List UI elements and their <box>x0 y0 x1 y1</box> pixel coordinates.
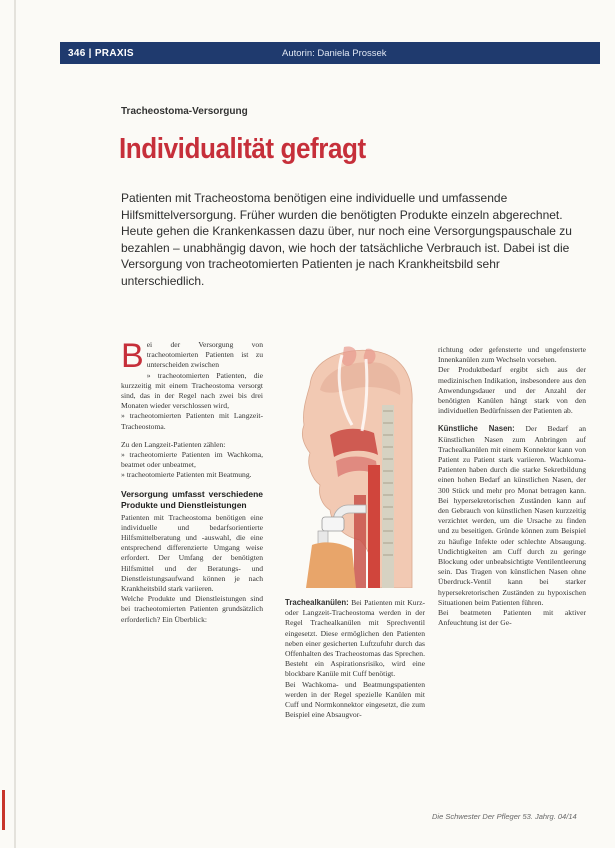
section-label: 346 | PRAXIS <box>68 47 134 59</box>
body-paragraph: Patienten mit Tracheostoma benötigen eine individuelle und bedarfsorientierte Hilfsmittelberatung und -auswahl, die eine entsprechend differenzierte Umgang weise erfordert. Der Umfang der benötigten Hilfsmittel und der Beratungs- und Dienstleistungsaufwand können je nach Krankheitsbild stark variieren. <box>121 512 263 594</box>
bullet-item: » tracheotomierten Patienten, die kurzzeitig mit einem Tracheostoma versorgt sind, das in der Regel nach zwei bis drei Monaten wieder verschlossen wird, <box>121 370 263 411</box>
body-text: Bei Patienten mit Kurz- oder Langzeit-Tracheostoma werden in der Regel Trachealkanülen mit Sprechventil eingesetzt. Diese ermöglichen den Patienten neben einer gesicherten Luftzufuhr durch das Offenhalten des Tracheostomas das Sprechen. Besteht ein Aspirationsrisiko, wird eine blockbare Kanüle mit Cuff benötigt. <box>285 598 425 679</box>
text-column-3 <box>438 345 586 628</box>
body-paragraph: Bei beatmeten Patienten mit aktiver Anfeuchtung ist der Ge- <box>438 608 586 628</box>
author-line: Autorin: Daniela Prossek <box>282 47 387 59</box>
article-title: Individualität gefragt <box>119 133 366 165</box>
body-paragraph: Welche Produkte und Dienstleistungen sind bei tracheotomierten Patienten grundsätzlich erforderlich? Ein Überblick: <box>121 594 263 624</box>
subheading: Versorgung umfasst verschiedene Produkte und Dienstleistungen <box>121 488 263 510</box>
bullet-item: » tracheotomierte Patienten mit Beatmung. <box>121 470 252 480</box>
body-text: Der Bedarf an Künstlichen Nasen zum Anbringen auf Trachealkanülen mit einem Konnektor kann von Patient zu Patient stark variieren. Wachkoma-Patienten haben durch die starke Sekretbildung einen hohen Bedarf an künstlichen Nasen, der 300 Stück und mehr pro Monat betragen kann. Bei hypersekretorischen Zuständen kann auf den Gebrauch von künstlichen Nasen kurzzeitig verzichtet werden, um die Ursache zu finden und zu beseitigen. Gründe können zum Beispiel zu häufige Infekte oder schlechte Absaugung. Undichtigkeiten am Cuff durch zu geringe Blockung oder unbeabsichtigte Ventilentleerung sein. Das Tragen von künstlichen Nasen ohne Überdruck-Ventil kann bei starker hypersekretorischen Zuständen zu hypoxischen Situationen beim Patienten führen. <box>438 424 586 607</box>
page-edge <box>14 0 16 848</box>
bullet-item: » tracheotomierte Patienten im Wachkoma, beatmet oder unbeatmet, <box>121 450 263 470</box>
body-paragraph <box>285 598 425 680</box>
bullet-item: » tracheotomierten Patienten mit Langzeit-Tracheostoma. <box>121 411 263 431</box>
anatomy-illustration <box>282 345 432 588</box>
text-column-1 <box>121 337 263 625</box>
intro-paragraph <box>121 337 263 375</box>
body-paragraph: richtung oder gefensterte und ungefensterte Innenkanülen zum Wechseln vorsehen. <box>438 345 586 365</box>
body-paragraph <box>438 424 586 608</box>
runin-heading: Trachealkanülen: <box>285 598 349 607</box>
dropcap: B <box>121 337 144 375</box>
body-paragraph: Zu den Langzeit-Patienten zählen: <box>121 439 226 449</box>
article-lead: Patienten mit Tracheostoma benötigen eine individuelle und umfassende Hilfsmittelversorgung. Früher wurden die benötigten Produkte einzeln abgerechnet. Heute gehen die Krankenkassen dazu über, nur noch eine Versorgungspauschale zu bezahlen – unabhängig davon, wie hoch der tatsächliche Verbrauch ist. Dabei ist die Versorgung von tracheotomierten Patienten je nach Krankheitsbild sehr unterschiedlich. <box>121 191 572 288</box>
text-column-2 <box>285 598 425 720</box>
article-kicker: Tracheostoma-Versorgung <box>121 106 248 117</box>
page-footer: Die Schwester Der Pfleger 53. Jahrg. 04/14 <box>432 812 577 821</box>
runin-heading: Künstliche Nasen: <box>438 424 515 434</box>
body-paragraph: Bei Wachkoma- und Beatmungspatienten werden in der Regel spezielle Kanülen mit Cuff und Normkonnektor eingesetzt, die zum Beispiel eine Absaugvor- <box>285 679 425 720</box>
intro-text: ei der Versorgung von tracheotomierten Patienten ist zu unterscheiden zwischen <box>146 340 263 370</box>
red-margin-mark <box>2 790 5 830</box>
body-paragraph: Der Produktbedarf ergibt sich aus der medizinischen Indikation, insbesondere aus den Anwendungsdauer und der Anzahl der benötigten Kanülen hängt stark von den individuellen Bedürfnissen der Patienten ab. <box>438 365 586 416</box>
